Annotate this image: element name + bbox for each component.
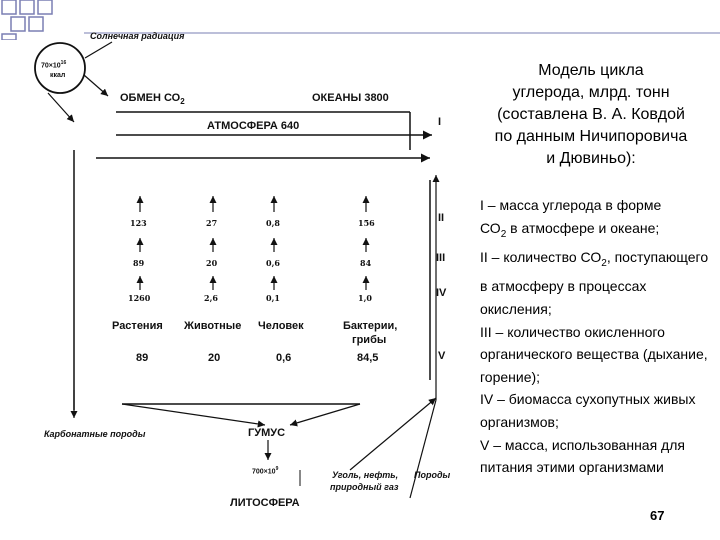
bacteria-value-iii: 84	[360, 258, 372, 268]
animals-value-iv: 2,6	[204, 293, 218, 303]
rocks-label: Породы	[414, 470, 451, 480]
roman-iii: III	[436, 252, 446, 264]
bacteria-total: 84,5	[357, 352, 379, 364]
page-number: 67	[650, 508, 665, 523]
title-line: и Дювиньо):	[546, 150, 636, 167]
legend-item-i: I – масса углерода в форме $СО_2$ в атмосфере и океане;	[480, 197, 662, 240]
human-value-iii: 0,6	[266, 258, 280, 268]
coal-label-1: Уголь, нефть,	[332, 470, 399, 480]
legend-item-ii: II – количество $СО_2$, поступающего в атмосферу в процессах окисления;	[480, 248, 709, 317]
bacteria-value-iv: 1,0	[358, 293, 372, 303]
roman-v: V	[438, 350, 446, 362]
plants-value-iv: 1260	[128, 293, 151, 303]
plants-value-iii: 89	[133, 258, 145, 268]
oceans-label: ОКЕАНЫ 3800	[312, 92, 389, 104]
title-line: по данным Ничипоровича	[494, 128, 688, 145]
legend	[480, 194, 712, 479]
human-value-iv: 0,1	[266, 293, 280, 303]
roman-iv: IV	[436, 287, 447, 299]
animals-value-iii: 20	[206, 258, 218, 268]
plants-value-ii: 123	[130, 218, 147, 228]
fungi-label: грибы	[352, 334, 387, 346]
sun-unit: ккал	[50, 72, 66, 79]
bacteria-value-ii: 156	[358, 218, 375, 228]
slide-title	[478, 60, 704, 170]
human-value-ii: 0,8	[266, 218, 280, 228]
title-line: (составлена В. А. Ковдой	[497, 106, 685, 123]
human-label: Человек	[258, 320, 304, 332]
animals-label: Животные	[184, 320, 242, 332]
exchange-co2-label: ОБМЕН $СО_2$	[120, 92, 185, 107]
atmosphere-label: АТМОСФЕРА 640	[207, 120, 300, 132]
animals-total: 20	[208, 352, 221, 364]
title-line: Модель цикла	[538, 62, 644, 79]
legend-item-v: V – масса, использованная для питания этими организмами	[480, 436, 685, 476]
carbonate-label: Карбонатные породы	[44, 429, 146, 439]
litho-value: $700\times 10^9$	[252, 466, 279, 476]
humus-label: ГУМУС	[248, 427, 286, 439]
roman-ii: II	[438, 212, 445, 224]
plants-total: 89	[136, 352, 149, 364]
coal-label-2: природный газ	[330, 482, 399, 492]
animals-value-ii: 27	[206, 218, 218, 228]
legend-item-iii: III – количество окисленного органического вещества (дыхание, горение);	[480, 323, 708, 385]
plants-label: Растения	[112, 320, 163, 332]
title-line: углерода, млрд. тонн	[512, 84, 670, 101]
lithosphere-label: ЛИТОСФЕРА	[230, 497, 300, 509]
legend-item-iv: IV – биомасса сухопутных живых организмов;	[480, 391, 696, 430]
sun-value: $70\times 10^{16}$	[41, 60, 67, 70]
bacteria-label: Бактерии,	[343, 320, 398, 332]
roman-i: I	[438, 116, 442, 128]
human-total: 0,6	[276, 352, 292, 364]
solar-radiation-label: Солнечная радиация	[90, 31, 185, 41]
